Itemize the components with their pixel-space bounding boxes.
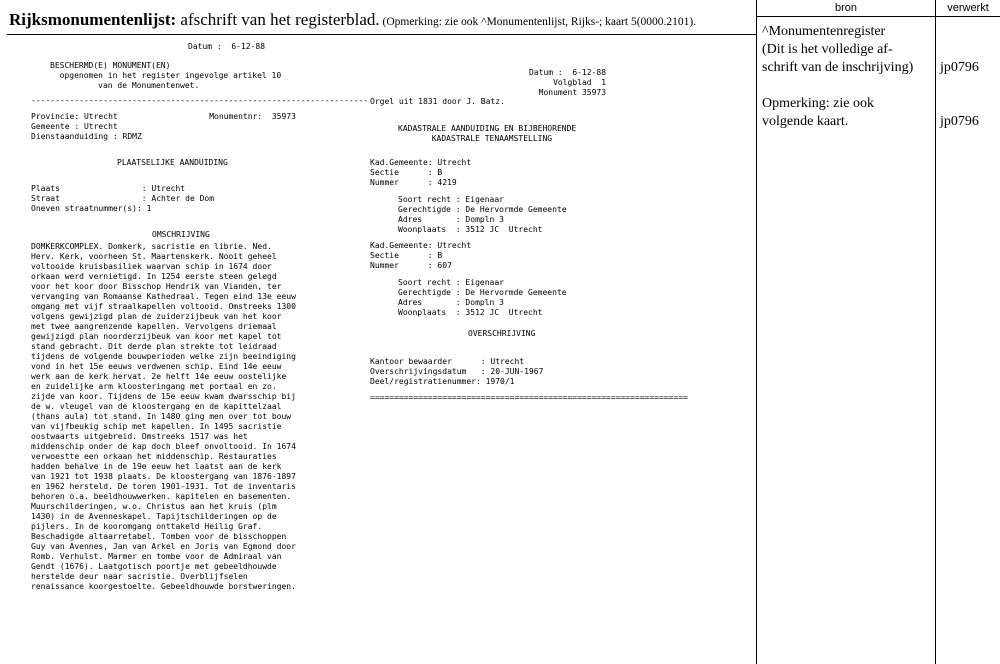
card-note: (Opmerking: zie ook ^Monumentenlijst, Rijks-; kaart 5(0000.2101). — [379, 16, 697, 28]
bron-entry-2: Opmerking: zie ook volgende kaart. — [762, 96, 874, 129]
verwerkt-entry-2: jp0796 — [940, 114, 979, 129]
main-border — [756, 0, 757, 664]
card-title: Rijksmonumentenlijst: — [9, 10, 177, 29]
card-header — [9, 10, 696, 30]
plaatselijke-heading: PLAATSELIJKE AANDUIDING — [117, 158, 228, 167]
column-header-rule — [757, 16, 1000, 17]
left-title: BESCHERMD(E) MONUMENT(EN) opgenomen in het register ingevolge artikel 10 van de Monumentenwet. — [50, 61, 282, 90]
verwerkt-entry-1: jp0796 — [940, 60, 979, 75]
bron-header: bron — [834, 2, 858, 14]
overschrijving-heading: OVERSCHRIJVING — [468, 329, 536, 338]
right-datum-block: Datum : 6-12-88 Volgblad 1 Monument 35973 — [529, 68, 607, 97]
orgel-line: Orgel uit 1831 door J. Batz. — [370, 97, 505, 106]
kadastrale-heading: KADASTRALE AANDUIDING EN BIJBEHORENDE KADASTRALE TENAAMSTELLING — [398, 124, 577, 143]
perceel-1: Kad.Gemeente: Utrecht Sectie : B Nummer : 4219 — [370, 158, 472, 187]
left-separator: ---------------------------------------------------------------------- — [31, 96, 369, 105]
omschrijving-text: DOMKERKCOMPLEX. Domkerk, sacristie en librie. Ned. Herv. Kerk, voorheen St. Maartenskerk. Nooit geheel voltooide kruisbasiliek waarvan schip in 1674 door orkaan werd vernietigd. In 1254 eerste steen gelegd voor het koor door Bisschop Hendrik van Vianden, ter vervanging van Romaanse Kathedraal. Tegen eind 13e eeuw omgang met vijf straalkapellen voltooid. Omstreeks 1300 volgens gewijzigd plan de zuiderzijbeuk van het koor met twee aangrenzende kapellen. Vervolgens driemaal gewijzigd plan noorderzijbeuk van koor met kapel tot stand gebracht. Dit derde plan strekte tot leidraad tijdens de volgende bouwperioden welke zijn beeindiging vond in het 15e eeuws verdwenen schip. Eind 14e eeuw werk aan de kerk hervat. 2e helft 14e eeuw oostelijke en zuidelijke arm kloosteringang met portaal en zo. zijde van koor. Tijdens de 15e eeuw kwam dwarsschip bij de w. vleugel van de kloostergang en de kapittelzaal (thans aula) tot stand. In 1480 ging men over tot bouw van vijfbeukig schip met kapellen. In 1495 sacristie oostwaarts uitgebreid. Omstreeks 1517 was het middenschip onder de kap doch bleef onvoltooid. In 1674 verwoestte een orkaan het middenschip. Restauraties hadden behalve in de 19e eeuw het laatst aan de kerk van 1921 tot 1938 plaats. De kloostergang van 1876-1897 en 1962 hersteld. De toren 1901-1931. Tot de inventaris behoren o.a. beeldhouwwerken. kapitelen en basementen. Muurschilderingen, w.o. Christus aan het kruis (plm 1430) in de Avenneskapel. Tapijtschilderingen op de pijlers. In de kooromgang onttakeld Heilig Graf. Beschadigde altaarretabel. Tomben voor de bisschoppen Guy van Avennes, Jan van Arkel en Joris van Egmond door Romb. Verhulst. Marmer en tombe voor de Admiraal van Gendt (1676). Laatgotisch poortje met gebeeldhouwde herstelde deur naar sacristie. Overblijfselen renaissance koorgestoelte. Gebeeldhouwde borstweringen. — [31, 242, 296, 591]
card-subtitle: afschrift van het registerblad. — [176, 10, 380, 29]
column-divider — [935, 0, 936, 664]
end-line: ================================================================== — [370, 393, 688, 402]
plaats-block: Plaats : Utrecht Straat : Achter de Dom Oneven straatnummer(s): 1 — [31, 184, 215, 213]
perceel-2-detail: Soort recht : Eigenaar Gerechtigde : De Hervormde Gemeente Adres : Dompln 3 Woonplaats : 3512 JC Utrecht — [398, 278, 567, 317]
perceel-1-detail: Soort recht : Eigenaar Gerechtigde : De Hervormde Gemeente Adres : Dompln 3 Woonplaats : 3512 JC Utrecht — [398, 195, 567, 234]
left-datum: Datum : 6-12-88 — [188, 42, 266, 51]
omschrijving-heading: OMSCHRIJVING — [152, 230, 210, 239]
verwerkt-header: verwerkt — [947, 2, 989, 14]
perceel-2: Kad.Gemeente: Utrecht Sectie : B Nummer : 607 — [370, 241, 472, 270]
header-rule — [7, 34, 756, 35]
provincie-block: Provincie: Utrecht Monumentnr: 35973 Gemeente : Utrecht Dienstaanduiding : RDMZ — [31, 112, 296, 141]
overschrijving-block: Kantoor bewaarder : Utrecht Overschrijvingsdatum : 20-JUN-1967 Deel/registratienummer: 1970/1 — [370, 357, 544, 386]
bron-entry-1: ^Monumentenregister (Dit is het volledige af- schrift van de inschrijving) — [762, 24, 914, 75]
